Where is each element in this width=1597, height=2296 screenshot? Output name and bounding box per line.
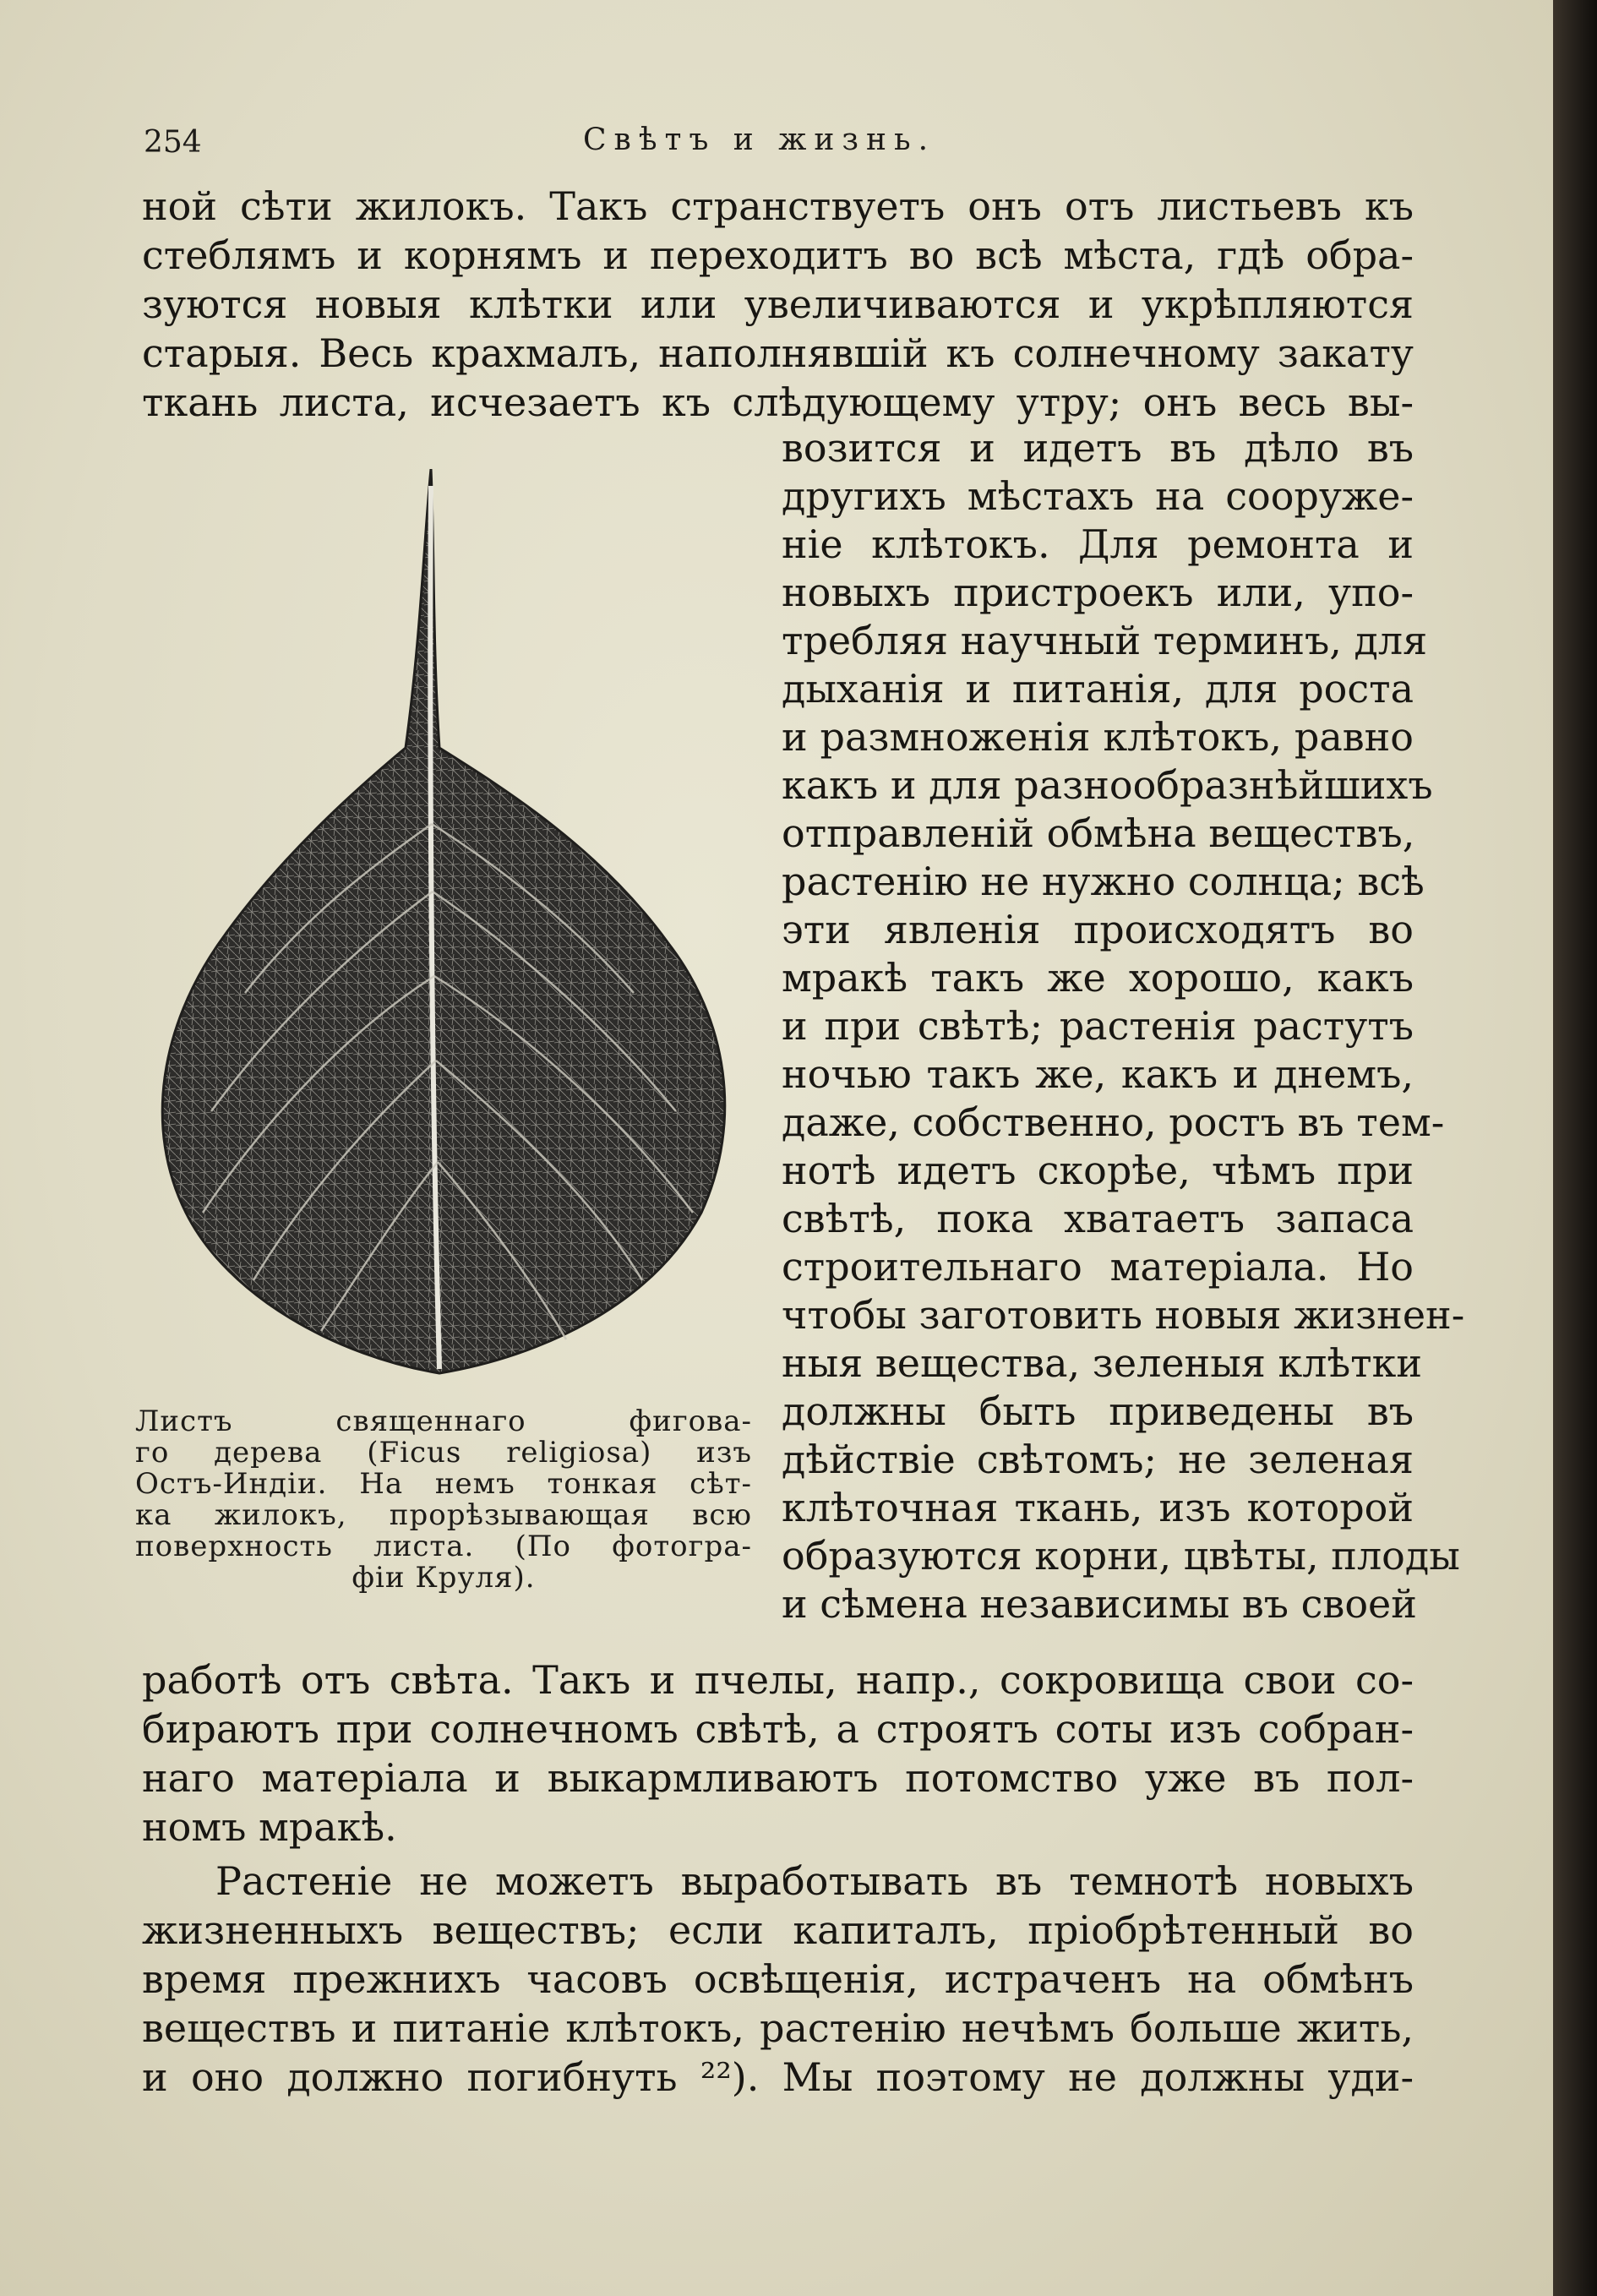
- column-line: ніе клѣтокъ. Для ремонта и: [782, 521, 1414, 567]
- column-line: строительнаго матеріала. Но: [782, 1244, 1414, 1290]
- column-line: возится и идетъ въ дѣло въ: [782, 425, 1414, 471]
- column-line: ныя вещества, зеленыя клѣтки: [782, 1340, 1423, 1386]
- column-line: ночью такъ же, какъ и днемъ,: [782, 1051, 1414, 1097]
- body-line: и оно должно погибнуть ²²). Мы поэтому не должны уди-: [142, 2054, 1414, 2100]
- body-line: жизненныхъ веществъ; если капиталъ, пріобрѣтенный во: [142, 1907, 1414, 1953]
- column-line: другихъ мѣстахъ на сооруже-: [782, 473, 1414, 519]
- page-number: 254: [144, 125, 202, 160]
- column-line: какъ и для разнообразнѣйшихъ: [782, 762, 1433, 808]
- body-line: наго матеріала и выкармливаютъ потомство уже въ пол-: [142, 1755, 1414, 1801]
- column-line: должны быть приведены въ: [782, 1388, 1414, 1434]
- body-line: веществъ и питаніе клѣтокъ, растенію нечѣмъ больше жить,: [142, 2005, 1414, 2051]
- figure-caption-line: Остъ-Индіи. На немъ тонкая сѣт-: [135, 1467, 752, 1501]
- body-line: номъ мракѣ.: [142, 1804, 397, 1850]
- body-line: время прежнихъ часовъ освѣщенія, истраченъ на обмѣнъ: [142, 1956, 1414, 2002]
- column-line: дыханія и питанія, для роста: [782, 666, 1414, 712]
- figure-caption-line: ка жилокъ, прорѣзывающая всю: [135, 1498, 752, 1532]
- column-line: клѣточная ткань, изъ которой: [782, 1485, 1414, 1530]
- column-line: и размноженія клѣтокъ, равно: [782, 714, 1414, 760]
- book-edge: [1553, 0, 1597, 2296]
- body-line: стеблямъ и корнямъ и переходитъ во всѣ мѣста, гдѣ обра-: [142, 232, 1414, 278]
- column-line: растенію не нужно солнца; всѣ: [782, 859, 1425, 904]
- column-line: и сѣмена независимы въ своей: [782, 1581, 1417, 1627]
- figure-caption-line: Листъ священнаго фигова-: [135, 1404, 752, 1438]
- column-line: свѣтѣ, пока хватаетъ запаса: [782, 1196, 1414, 1241]
- column-line: и при свѣтѣ; растенія растутъ: [782, 1003, 1414, 1049]
- column-line: новыхъ пристроекъ или, упо-: [782, 570, 1414, 615]
- column-line: образуются корни, цвѣты, плоды: [782, 1533, 1460, 1579]
- body-line: ной сѣти жилокъ. Такъ странствуетъ онъ отъ листьевъ къ: [142, 183, 1414, 229]
- column-line: мракѣ такъ же хорошо, какъ: [782, 955, 1414, 1001]
- column-line: эти явленія происходятъ во: [782, 907, 1414, 952]
- column-line: нотѣ идетъ скорѣе, чѣмъ при: [782, 1148, 1414, 1193]
- body-line: старыя. Весь крахмалъ, наполнявшій къ солнечному закату: [142, 330, 1414, 376]
- body-line: работѣ отъ свѣта. Такъ и пчелы, напр., сокровища свои со-: [142, 1657, 1414, 1703]
- column-line: дѣйствіе свѣтомъ; не зеленая: [782, 1437, 1414, 1482]
- column-line: даже, собственно, ростъ въ тем-: [782, 1099, 1445, 1145]
- body-line: зуются новыя клѣтки или увеличиваются и укрѣпляются: [142, 281, 1414, 327]
- figure-caption-line: го дерева (Ficus religiosa) изъ: [135, 1436, 752, 1470]
- figure-caption-line: поверхность листа. (По фотогра-: [135, 1530, 752, 1563]
- body-line: бираютъ при солнечномъ свѣтѣ, а строятъ соты изъ собран-: [142, 1706, 1414, 1752]
- figure-caption-line: фіи Круля).: [352, 1561, 536, 1595]
- body-line: ткань листа, исчезаетъ къ слѣдующему утру; онъ весь вы-: [142, 379, 1414, 425]
- leaf-illustration-icon: [152, 469, 744, 1382]
- column-line: требляя научный терминъ, для: [782, 618, 1428, 663]
- running-title: Свѣтъ и жизнь.: [583, 123, 936, 157]
- column-line: чтобы заготовить новыя жизнен-: [782, 1292, 1465, 1338]
- body-line: Растеніе не можетъ выработывать въ темнотѣ новыхъ: [215, 1858, 1414, 1904]
- column-line: отправленій обмѣна веществъ,: [782, 810, 1415, 856]
